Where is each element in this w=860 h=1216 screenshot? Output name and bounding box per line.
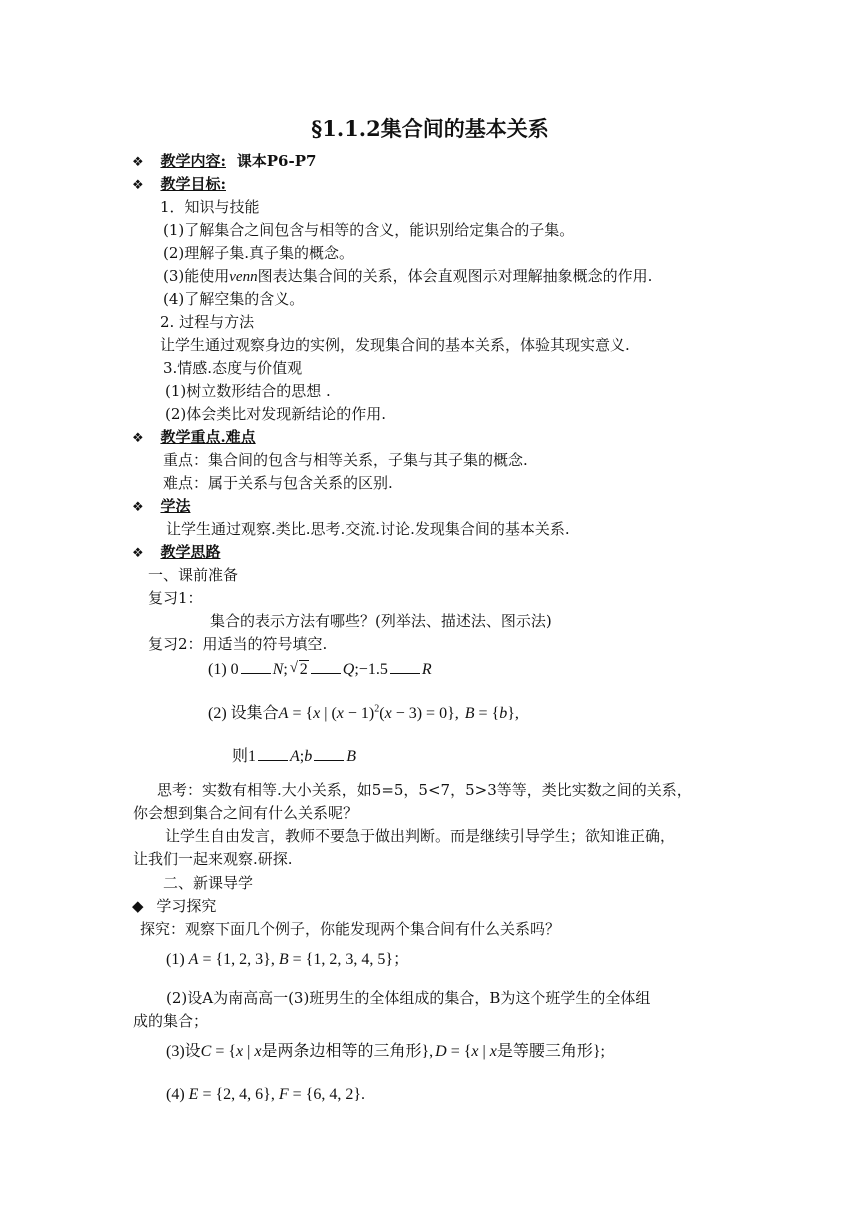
formula-text: 0 [230,661,239,678]
section-text: 课本P6-P7 [236,152,317,170]
section-label: 学法 [160,497,191,515]
formula-text: ； [393,951,410,968]
formula-var: A [188,951,199,968]
goal-text: (3)能使用 [163,267,230,285]
fill-blank [390,660,420,674]
formula-var: x [471,1043,479,1060]
formula-text: = {6, 4, 2} [288,1086,361,1103]
formula-text: . [361,1086,365,1103]
section-label: 教学内容: [160,152,226,170]
formula-text: 是两条边相等的三角形}, [261,1043,434,1060]
formula-text: 是等腰三角形}; [496,1043,605,1060]
bullet-icon: ❖ [132,546,144,561]
fill-blank [241,660,271,674]
formula-2 [208,704,519,724]
formula-text: = {1, 2, 3, 4, 5} [288,951,393,968]
goal-line: (1)树立数形结合的思想 . [165,382,331,400]
formula-var: b [304,748,313,765]
bullet-icon: ❖ [132,178,144,193]
formula-text: 设 [184,1043,201,1060]
goal-line: (2)理解子集.真子集的概念。 [163,244,355,262]
fill-blank [314,747,344,761]
formula-var: x [384,705,392,722]
formula-text: = { [446,1043,472,1060]
formula-var: D [435,1043,447,1060]
formula-text: ; [283,661,288,678]
formula-var: x [236,1043,244,1060]
formula-text: | [478,1043,490,1060]
section-teaching-goals [132,174,226,196]
formula-var: R [421,661,432,678]
review-2: 复习2：用适当的符号填空. [148,635,328,653]
page-title: §1.1.2集合间的基本关系 [311,116,549,141]
formula-1 [208,660,432,680]
sqrt-symbol: √ 2 [289,660,308,678]
goal-line: 让学生通过观察身边的实例，发现集合间的基本关系，体验其现实意义. [160,336,630,354]
formula-var: x [313,705,321,722]
goal-line: 2. 过程与方法 [160,313,255,331]
bullet-icon: ❖ [132,431,144,446]
example-3 [166,1042,605,1062]
diamond-icon: ◆ [132,897,144,915]
formula-var: B [278,951,289,968]
example-number: (1) [166,951,185,968]
formula-text: ( [379,705,385,722]
section-label: 教学思路 [160,543,221,561]
formula-var: x [254,1043,262,1060]
goal-line: 3.情感.态度与价值观 [163,359,303,377]
section-label: 教学目标: [160,175,226,193]
think-line: 让我们一起来观察.研探. [133,850,293,868]
bullet-icon: ❖ [132,500,144,515]
explore-question: 探究：观察下面几个例子，你能发现两个集合间有什么关系吗？ [140,920,561,938]
formula-var: C [200,1043,212,1060]
bullet-icon: ❖ [132,155,144,170]
review-1: 复习1： [148,589,203,607]
think-line: 你会想到集合之间有什么关系呢？ [133,804,359,822]
prep-heading: 一、课前准备 [148,566,239,584]
formula-var: b [499,705,508,722]
venn-word: venn [229,269,258,285]
think-line: 思考：实数有相等.大小关系，如5=5，5<7，5>3等等，类比实数之间的关系， [157,781,692,799]
formula-var: x [489,1043,497,1060]
section-teaching-ideas [132,542,220,564]
formula-text: = { [474,705,500,722]
goal-line: (2)体会类比对发现新结论的作用. [165,405,387,423]
example-2-line: 成的集合； [133,1012,209,1030]
formula-var: B [464,705,475,722]
example-number: (3) [166,1043,185,1060]
explore-label: 学习探究 [156,897,217,915]
formula-text: 设集合 [230,705,279,722]
formula-var: N [272,661,284,678]
formula-text: | [243,1043,255,1060]
formula-text: ; [299,748,305,765]
example-2-line: (2)设A为南高高一(3)班男生的全体组成的集合，B为这个班学生的全体组 [166,989,651,1007]
formula-3 [232,747,356,767]
formula-text: − 1) [343,705,375,722]
formula-var: F [278,1086,289,1103]
section-key-points [132,427,256,449]
formula-var: A [290,748,300,765]
new-lesson-heading: 二、新课导学 [163,874,254,892]
focus-line: 重点：集合间的包含与相等关系，子集与其子集的概念. [163,451,528,469]
section-teaching-content [132,151,316,173]
formula-var: B [346,748,357,765]
example-4 [166,1085,365,1105]
example-1 [166,950,409,970]
goal-line: (4)了解空集的含义。 [163,290,305,308]
formula-text: = {1, 2, 3}, [198,951,275,968]
focus-line: 难点：属于关系与包含关系的区别. [163,474,393,492]
formula-var: Q [342,661,355,678]
formula-text: = { [288,705,314,722]
explore-heading [132,896,216,916]
formula-text: ;−1.5 [354,661,388,678]
think-line: 让学生自由发言，教师不要急于做出判断。而是继续引导学生；欲知谁正确， [165,827,676,845]
example-number: (4) [166,1086,185,1103]
formula-number: (2) [208,705,227,722]
formula-var: A [278,705,289,722]
section-study-method [132,496,190,518]
formula-text: }, [507,705,519,722]
goal-line [163,266,652,287]
formula-text: 则1 [232,748,257,765]
formula-text: = { [211,1043,237,1060]
formula-text: = {2, 4, 6}, [198,1086,275,1103]
sqrt-value: 2 [299,661,308,678]
goal-line: (1)了解集合之间包含与相等的含义，能识别给定集合的子集。 [163,221,575,239]
section-label: 教学重点.难点 [160,428,256,446]
formula-var: E [188,1086,199,1103]
formula-number: (1) [208,661,227,678]
fill-blank [258,747,288,761]
formula-exponent: 2 [374,703,380,715]
goal-text: 图表达集合间的关系，体会直观图示对理解抽象概念的作用. [257,267,653,285]
formula-var: x [336,705,344,722]
formula-text: − 3) = 0}, [391,705,459,722]
goal-line: 1．知识与技能 [160,198,260,216]
method-line: 让学生通过观察.类比.思考.交流.讨论.发现集合间的基本关系. [166,520,570,538]
formula-text: | ( [320,705,337,722]
fill-blank [311,660,341,674]
review-1-question: 集合的表示方法有哪些？(列举法、描述法、图示法) [210,612,552,630]
